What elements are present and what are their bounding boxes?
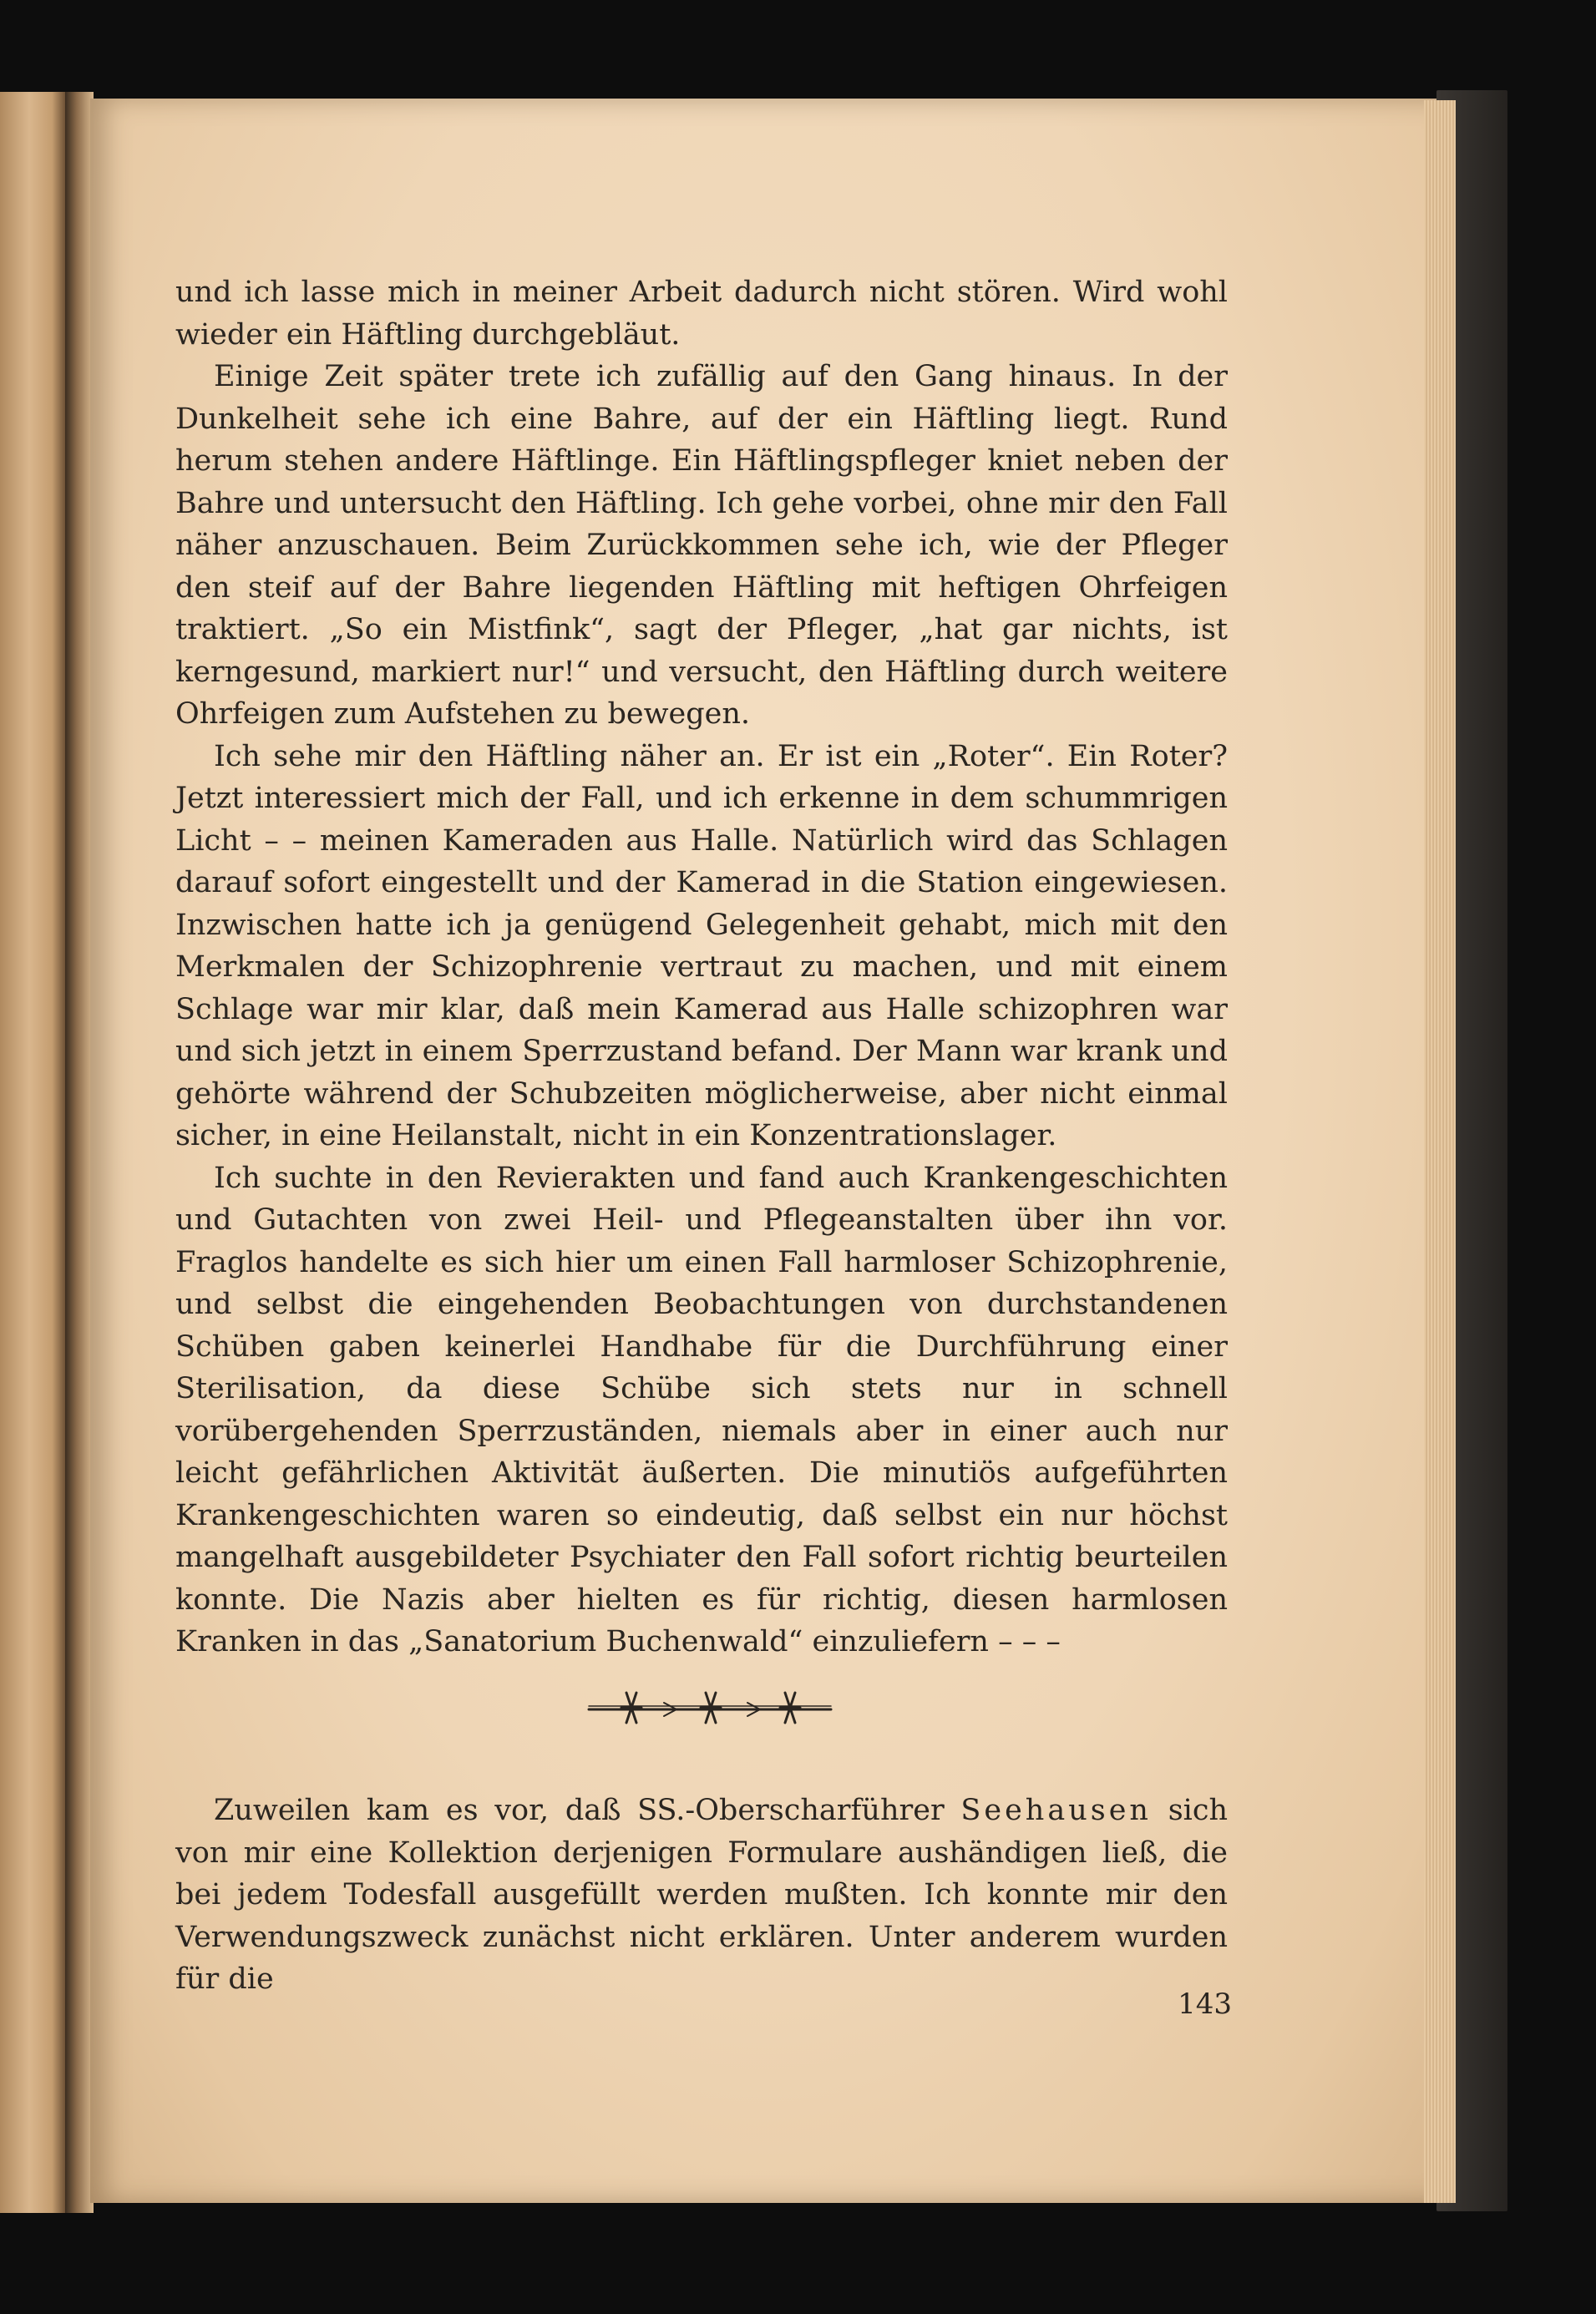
paragraph-3: Ich sehe mir den Häftling näher an. Er ist ein „Roter“. Ein Roter? Jetzt interessiert mich der Fall, und ich erkenne in dem schummrigen Licht – – meinen Kameraden aus Halle. Natürlich wird das Schlagen darauf sofort eingestellt und der Kamerad in die Station eingewiesen. Inzwischen hatte ich ja genügend Gelegenheit gehabt, mich mit den Merkmalen der Schizophrenie vertraut zu machen, und mit einem Schlage war mir klar, daß mein Kamerad aus Halle schizophren war und sich jetzt in einem Sperrzustand befand. Der Mann war krank und gehörte während der Schubzeiten möglicherweise, aber nicht einmal sicher, in eine Heilanstalt, nicht in ein Konzentrationslager. bbox=[175, 739, 1228, 1152]
book-binding bbox=[65, 92, 94, 2213]
paragraph-5-start: Zuweilen kam es vor, daß SS.-Oberscharführer bbox=[214, 1794, 961, 1827]
main-text bbox=[175, 271, 1228, 1663]
paragraph-4: Ich suchte in den Revierakten und fand auch Krankengeschichten und Gutachten von zwei Heil- und Pflegeanstalten über ihn vor. Fraglos handelte es sich hier um einen Fall harmloser Schizophrenie, und selbst die eingehenden Beobachtungen von durchstandenen Schüben gaben keinerlei Handhabe für die Durchführung einer Sterilisation, da diese Schübe sich stets nur in schnell vorübergehenden Sperrzuständen, niemals aber in einer auch nur leicht gefährlichen Aktivität äußerten. Die minutiös aufgeführten Krankengeschichten waren so eindeutig, daß selbst ein nur höchst mangelhaft ausgebildeter Psychiater den Fall sofort richtig beurteilen konnte. Die Nazis aber hielten es für richtig, diesen harmlosen Kranken in das „Sanatorium Buchenwald“ einzuliefern – – – bbox=[175, 1161, 1228, 1658]
paragraph-2: Einige Zeit später trete ich zufällig auf den Gang hinaus. In der Dunkelheit sehe ich eine Bahre, auf der ein Häftling liegt. Rund herum stehen andere Häftlinge. Ein Häftlingspfleger kniet neben der Bahre und untersucht den Häftling. Ich gehe vorbei, ohne mir den Fall näher anzuschauen. Beim Zurückkommen sehe ich, wie der Pfleger den steif auf der Bahre liegenden Häftling mit heftigen Ohrfeigen traktiert. „So ein Mistfink“, sagt der Pfleger, „hat gar nichts, ist kerngesund, markiert nur!“ und versucht, den Häftling durch weitere Ohrfeigen zum Aufstehen zu bewegen. bbox=[175, 360, 1228, 731]
page-number: 143 bbox=[1178, 1987, 1232, 2021]
name-seehausen: Seehausen bbox=[960, 1794, 1152, 1827]
paragraph-1: und ich lasse mich in meiner Arbeit dadurch nicht stören. Wird wohl wieder ein Häftling durchgebläut. bbox=[175, 276, 1228, 352]
left-page-edge bbox=[0, 92, 65, 2213]
barbed-wire-ornament-icon bbox=[585, 1683, 835, 1733]
page-edges bbox=[1424, 100, 1456, 2203]
paragraph-5-rest: sich von mir eine Kollektion derjenigen Formulare aushändigen ließ, die bei jedem Todesfall ausgefüllt werden mußten. Ich konnte mir den Verwendungszweck zunächst nicht erklären. Unter anderem wurden für die bbox=[175, 1794, 1228, 1996]
paragraph-5 bbox=[175, 1790, 1228, 2001]
